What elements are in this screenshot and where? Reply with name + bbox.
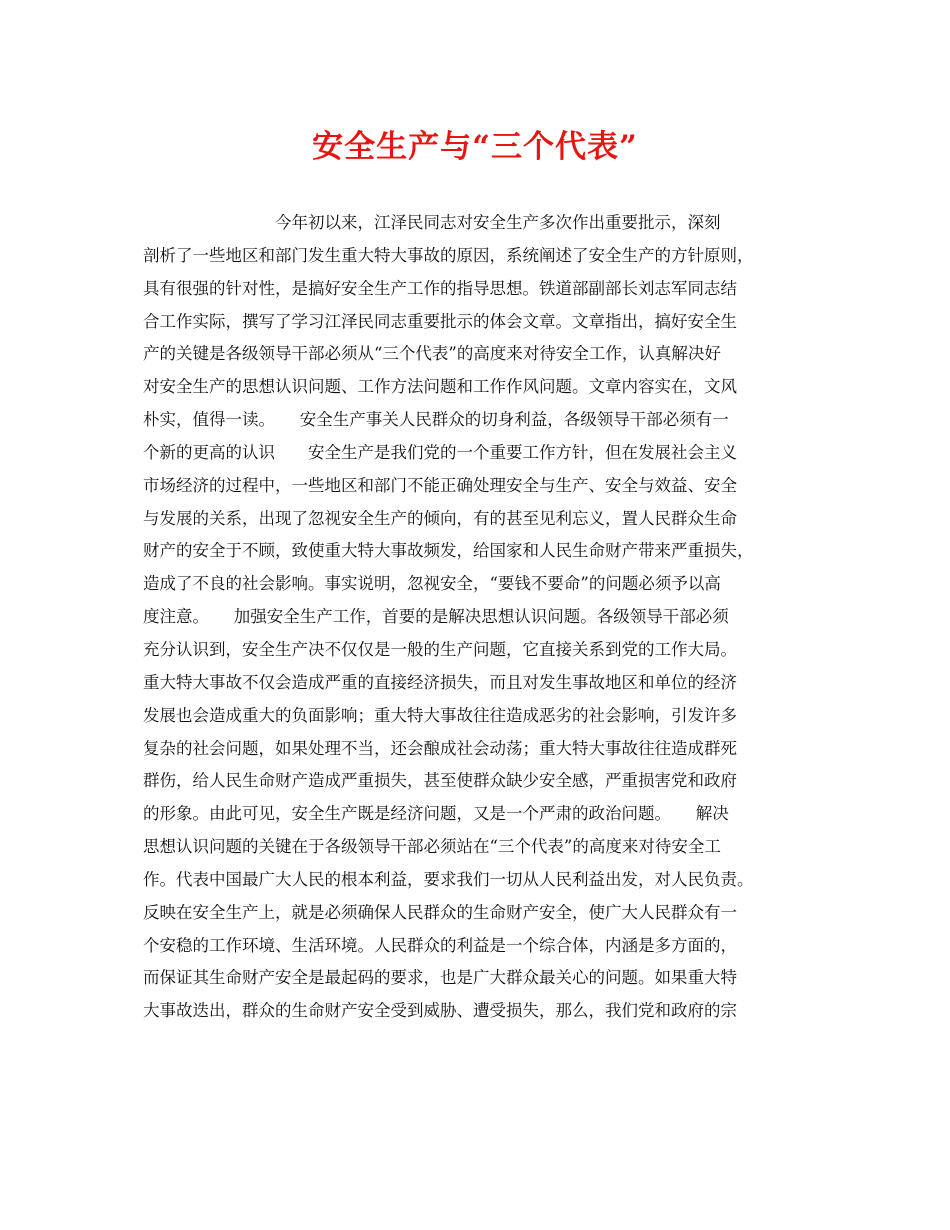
body-text-line: 反映在安全生产上，就是必须确保人民群众的生命财产安全，使广大人民群众有一 xyxy=(143,902,737,922)
body-text-line: 复杂的社会问题，如果处理不当，还会酿成社会动荡；重大特大事故往往造成群死 xyxy=(143,738,737,758)
body-text-line: 财产的安全于不顾，致使重大特大事故频发，给国家和人民生命财产带来严重损失， xyxy=(143,541,754,561)
body-text-line: 度注意。 加强安全生产工作，首要的是解决思想认识问题。各级领导干部必须 xyxy=(143,607,729,627)
body-text-line: 合工作实际，撰写了学习江泽民同志重要批示的体会文章。文章指出，搞好安全生 xyxy=(143,311,737,331)
body-text-line: 大事故迭出，群众的生命财产安全受到威胁、遭受损失，那么，我们党和政府的宗 xyxy=(143,1001,737,1021)
body-text-line: 思想认识问题的关键在于各级领导干部必须站在“三个代表”的高度来对待安全工 xyxy=(143,837,721,857)
body-text-line: 发展也会造成重大的负面影响；重大特大事故往往造成恶劣的社会影响，引发许多 xyxy=(143,705,737,725)
document-title: 安全生产与“三个代表” xyxy=(312,129,638,165)
body-text-line: 充分认识到，安全生产决不仅仅是一般的生产问题，它直接关系到党的工作大局。 xyxy=(143,639,737,659)
body-text-line: 重大特大事故不仅会造成严重的直接经济损失，而且对发生事故地区和单位的经济 xyxy=(143,672,737,692)
body-text-line: 产的关键是各级领导干部必须从“三个代表”的高度来对待安全工作，认真解决好 xyxy=(143,344,721,364)
body-text-line: 对安全生产的思想认识问题、工作方法问题和工作作风问题。文章内容实在，文风 xyxy=(143,377,737,397)
body-text-line: 造成了不良的社会影响。事实说明，忽视安全，“要钱不要命”的问题必须予以高 xyxy=(143,574,721,594)
body-text-line: 作。代表中国最广大人民的根本利益，要求我们一切从人民利益出发，对人民负责。 xyxy=(143,869,754,889)
body-text-line: 与发展的关系，出现了忽视安全生产的倾向，有的甚至见利忘义，置人民群众生命 xyxy=(143,508,737,528)
body-text-line: 今年初以来，江泽民同志对安全生产多次作出重要批示，深刻 xyxy=(143,213,721,232)
body-text-line: 剖析了一些地区和部门发生重大特大事故的原因，系统阐述了安全生产的方针原则， xyxy=(143,245,754,265)
body-text-line: 的形象。由此可见，安全生产既是经济问题，又是一个严肃的政治问题。 解决 xyxy=(143,804,729,824)
document-body xyxy=(143,207,813,1028)
body-text-line: 个新的更高的认识 安全生产是我们党的一个重要工作方针，但在发展社会主义 xyxy=(143,442,737,462)
body-text-line: 群伤，给人民生命财产造成严重损失，甚至使群众缺少安全感，严重损害党和政府 xyxy=(143,771,737,791)
body-text-line: 个安稳的工作环境、生活环境。人民群众的利益是一个综合体，内涵是多方面的， xyxy=(143,935,737,955)
body-text-line: 具有很强的针对性，是搞好安全生产工作的指导思想。铁道部副部长刘志军同志结 xyxy=(143,278,737,298)
body-text-line: 市场经济的过程中，一些地区和部门不能正确处理安全与生产、安全与效益、安全 xyxy=(143,475,737,495)
body-text-line: 而保证其生命财产安全是最起码的要求，也是广大群众最关心的问题。如果重大特 xyxy=(143,968,737,988)
body-text-line: 朴实，值得一读。 安全生产事关人民群众的切身利益，各级领导干部必须有一 xyxy=(143,410,729,430)
